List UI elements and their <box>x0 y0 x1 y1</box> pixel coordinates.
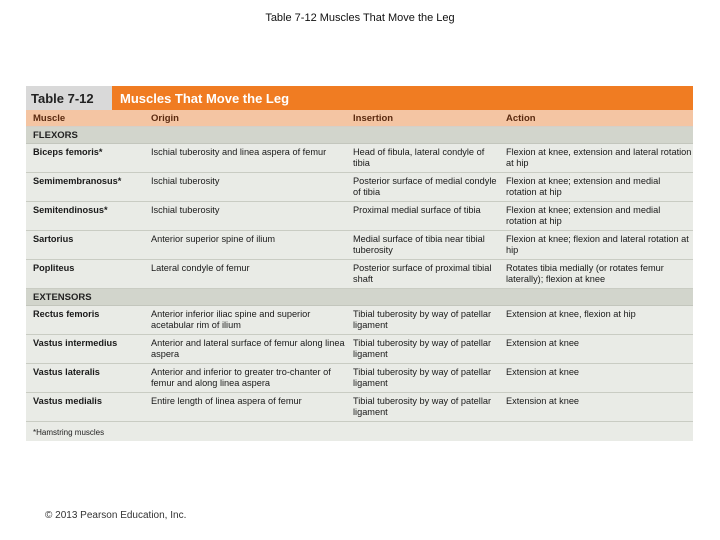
action-cell: Flexion at knee; flexion and lateral rotation at hip <box>506 234 689 255</box>
section-extensors: EXTENSORS <box>26 289 693 306</box>
table-title: Muscles That Move the Leg <box>120 90 290 106</box>
muscle-cell: Semitendinosus* <box>33 205 108 215</box>
action-cell: Extension at knee <box>506 367 580 377</box>
origin-cell: Ischial tuberosity <box>151 205 220 215</box>
table-header <box>26 86 693 110</box>
action-cell: Extension at knee <box>506 396 580 406</box>
column-header-insertion: Insertion <box>353 112 394 124</box>
action-cell: Flexion at knee, extension and lateral rotation at hip <box>506 147 692 168</box>
origin-cell: Entire length of linea aspera of femur <box>151 396 302 406</box>
table-number-badge: Table 7-12 <box>26 86 112 110</box>
column-header-action: Action <box>506 112 536 124</box>
copyright-notice: © 2013 Pearson Education, Inc. <box>45 510 187 521</box>
origin-cell: Anterior superior spine of ilium <box>151 234 276 244</box>
table-row <box>26 335 693 364</box>
column-header-origin: Origin <box>151 112 179 124</box>
insertion-cell: Head of fibula, lateral condyle of tibia <box>353 147 485 168</box>
origin-cell: Ischial tuberosity <box>151 176 220 186</box>
muscle-cell: Biceps femoris* <box>33 147 103 157</box>
muscle-table <box>26 86 693 441</box>
action-cell: Flexion at knee; extension and medial rotation at hip <box>506 176 661 197</box>
insertion-cell: Tibial tuberosity by way of patellar ligament <box>353 367 492 388</box>
insertion-cell: Tibial tuberosity by way of patellar ligament <box>353 396 492 417</box>
muscle-cell: Sartorius <box>33 234 74 244</box>
insertion-cell: Posterior surface of medial condyle of tibia <box>353 176 497 197</box>
muscle-cell: Vastus lateralis <box>33 367 100 377</box>
action-cell: Extension at knee <box>506 338 580 348</box>
table-row <box>26 231 693 260</box>
table-row <box>26 393 693 422</box>
insertion-cell: Tibial tuberosity by way of patellar ligament <box>353 338 492 359</box>
muscle-cell: Vastus intermedius <box>33 338 118 348</box>
insertion-cell: Posterior surface of proximal tibial shaft <box>353 263 492 284</box>
table-row <box>26 173 693 202</box>
muscle-cell: Popliteus <box>33 263 75 273</box>
origin-cell: Anterior inferior iliac spine and superior acetabular rim of ilium <box>151 309 311 330</box>
origin-cell: Ischial tuberosity and linea aspera of femur <box>151 147 327 157</box>
insertion-cell: Proximal medial surface of tibia <box>353 205 481 215</box>
table-footnote: *Hamstring muscles <box>33 428 105 437</box>
origin-cell: Lateral condyle of femur <box>151 263 250 273</box>
table-row <box>26 364 693 393</box>
insertion-cell: Medial surface of tibia near tibial tuberosity <box>353 234 485 255</box>
muscle-cell: Vastus medialis <box>33 396 102 406</box>
action-cell: Rotates tibia medially (or rotates femur laterally); flexion at knee <box>506 263 664 284</box>
action-cell: Extension at knee, flexion at hip <box>506 309 636 319</box>
action-cell: Flexion at knee; extension and medial rotation at hip <box>506 205 661 226</box>
table-row <box>26 260 693 289</box>
column-headers <box>26 110 693 127</box>
origin-cell: Anterior and inferior to greater tro-chanter of femur and along linea aspera <box>151 367 331 388</box>
muscle-cell: Rectus femoris <box>33 309 100 319</box>
column-header-muscle: Muscle <box>33 112 66 124</box>
table-row <box>26 202 693 231</box>
slide-title: Table 7-12 Muscles That Move the Leg <box>265 12 455 24</box>
muscle-cell: Semimembranosus* <box>33 176 122 186</box>
section-flexors: FLEXORS <box>26 127 693 144</box>
origin-cell: Anterior and lateral surface of femur along linea aspera <box>151 338 345 359</box>
insertion-cell: Tibial tuberosity by way of patellar ligament <box>353 309 492 330</box>
table-row <box>26 144 693 173</box>
table-row <box>26 306 693 335</box>
